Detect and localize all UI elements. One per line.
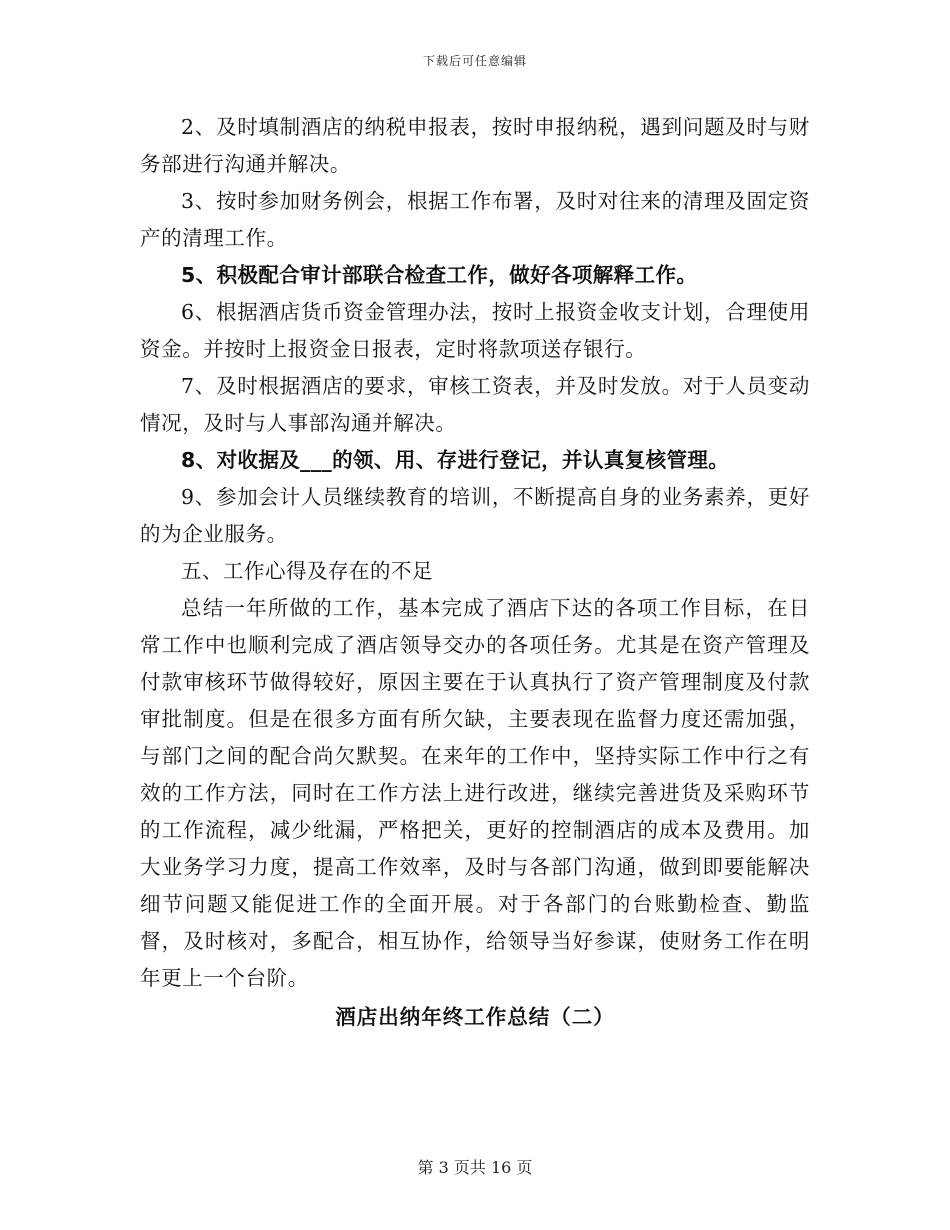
page-number: 第 3 页共 16 页	[417, 1158, 533, 1177]
list-item-9: 9、参加会计人员继续教育的培训，不断提高自身的业务素养，更好的为企业服务。	[140, 485, 810, 546]
section-body: 总结一年所做的工作，基本完成了酒店下达的各项工作目标，在日常工作中也顺利完成了酒店领导交办的各项任务。尤其是在资产管理及付款审核环节做得较好，原因主要在于认真执行了资产管理制度及付款审批制度。但是在很多方面有所欠缺，主要表现在监督力度还需加强，与部门之间的配合尚欠默契。在来年的工作中，坚持实际工作中行之有效的工作方法，同时在工作方法上进行改进，继续完善进货及采购环节的工作流程，减少纰漏，严格把关，更好的控制酒店的成本及费用。加大业务学习力度，提高工作效率，及时与各部门沟通，做到即要能解决细节问题又能促进工作的全面开展。对于各部门的台账勤检查、勤监督，及时核对，多配合，相互协作，给领导当好参谋，使财务工作在明年更上一个台阶。	[140, 596, 810, 990]
list-item-3: 3、按时参加财务例会，根据工作布署，及时对往来的清理及固定资产的清理工作。	[140, 189, 810, 250]
list-item-2: 2、及时填制酒店的纳税申报表，按时申报纳税，遇到问题及时与财务部进行沟通并解决。	[140, 115, 810, 176]
section-heading: 五、工作心得及存在的不足	[181, 559, 433, 583]
list-item-7: 7、及时根据酒店的要求，审核工资表，并及时发放。对于人员变动情况，及时与人事部沟通并解决。	[140, 374, 810, 435]
list-item-8: 8、对收据及___的领、用、存进行登记，并认真复核管理。	[181, 448, 730, 472]
page-header-note: 下载后可任意编辑	[422, 54, 527, 68]
list-item-6: 6、根据酒店货币资金管理办法，按时上报资金收支计划，合理使用资金。并按时上报资金日报表，定时将款项送存银行。	[140, 300, 810, 361]
next-document-title: 酒店出纳年终工作总结（二）	[335, 1005, 615, 1029]
document-body	[140, 109, 810, 1036]
list-item-5: 5、积极配合审计部联合检查工作，做好各项解释工作。	[181, 263, 698, 287]
